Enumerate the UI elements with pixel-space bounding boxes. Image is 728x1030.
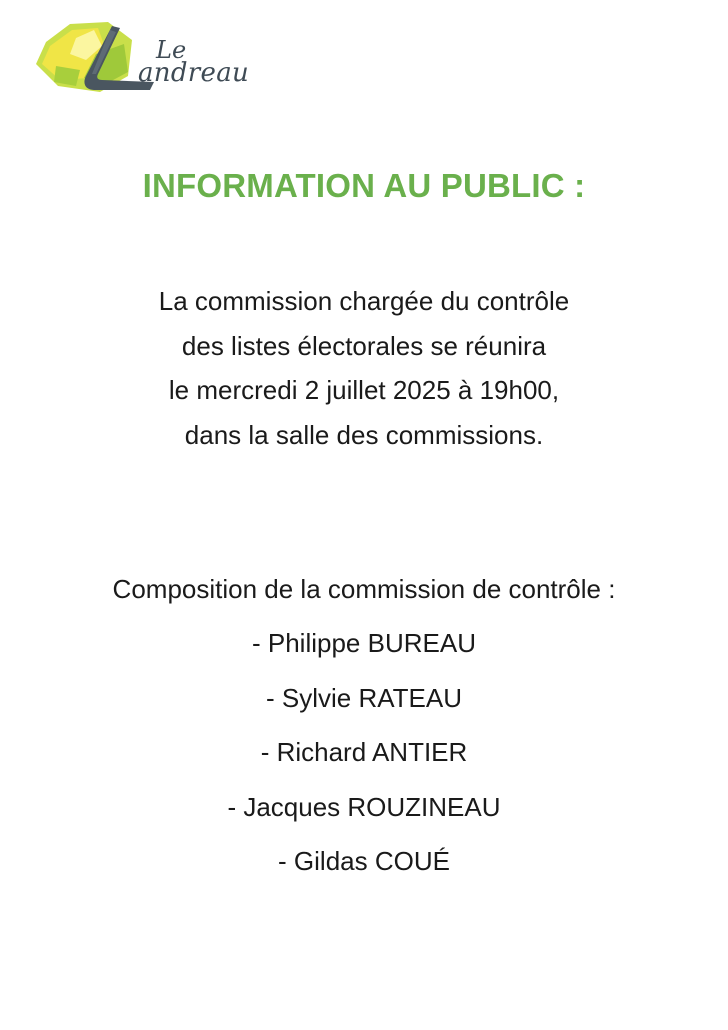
- commune-logo: [36, 20, 276, 96]
- notice-line: le mercredi 2 juillet 2025 à 19h00,: [168, 375, 560, 405]
- list-item: - Jacques ROUZINEAU: [227, 791, 501, 822]
- page-title: INFORMATION AU PUBLIC :: [142, 167, 586, 204]
- logo-name-text: andreau: [138, 58, 250, 88]
- list-item: - Sylvie RATEAU: [266, 682, 462, 713]
- member-list: [0, 623, 728, 896]
- notice-line: des listes électorales se réunira: [181, 330, 547, 361]
- list-item: - Philippe BUREAU: [252, 628, 476, 658]
- logo-prefix-text: Le: [156, 36, 187, 64]
- notice-line: La commission chargée du contrôle: [158, 286, 570, 316]
- meeting-notice: [0, 279, 728, 457]
- list-item: - Richard ANTIER: [260, 737, 468, 767]
- composition-heading: Composition de la commission de contrôle :: [112, 574, 616, 604]
- list-item: - Gildas COUÉ: [278, 846, 450, 876]
- notice-line: dans la salle des commissions.: [184, 419, 544, 450]
